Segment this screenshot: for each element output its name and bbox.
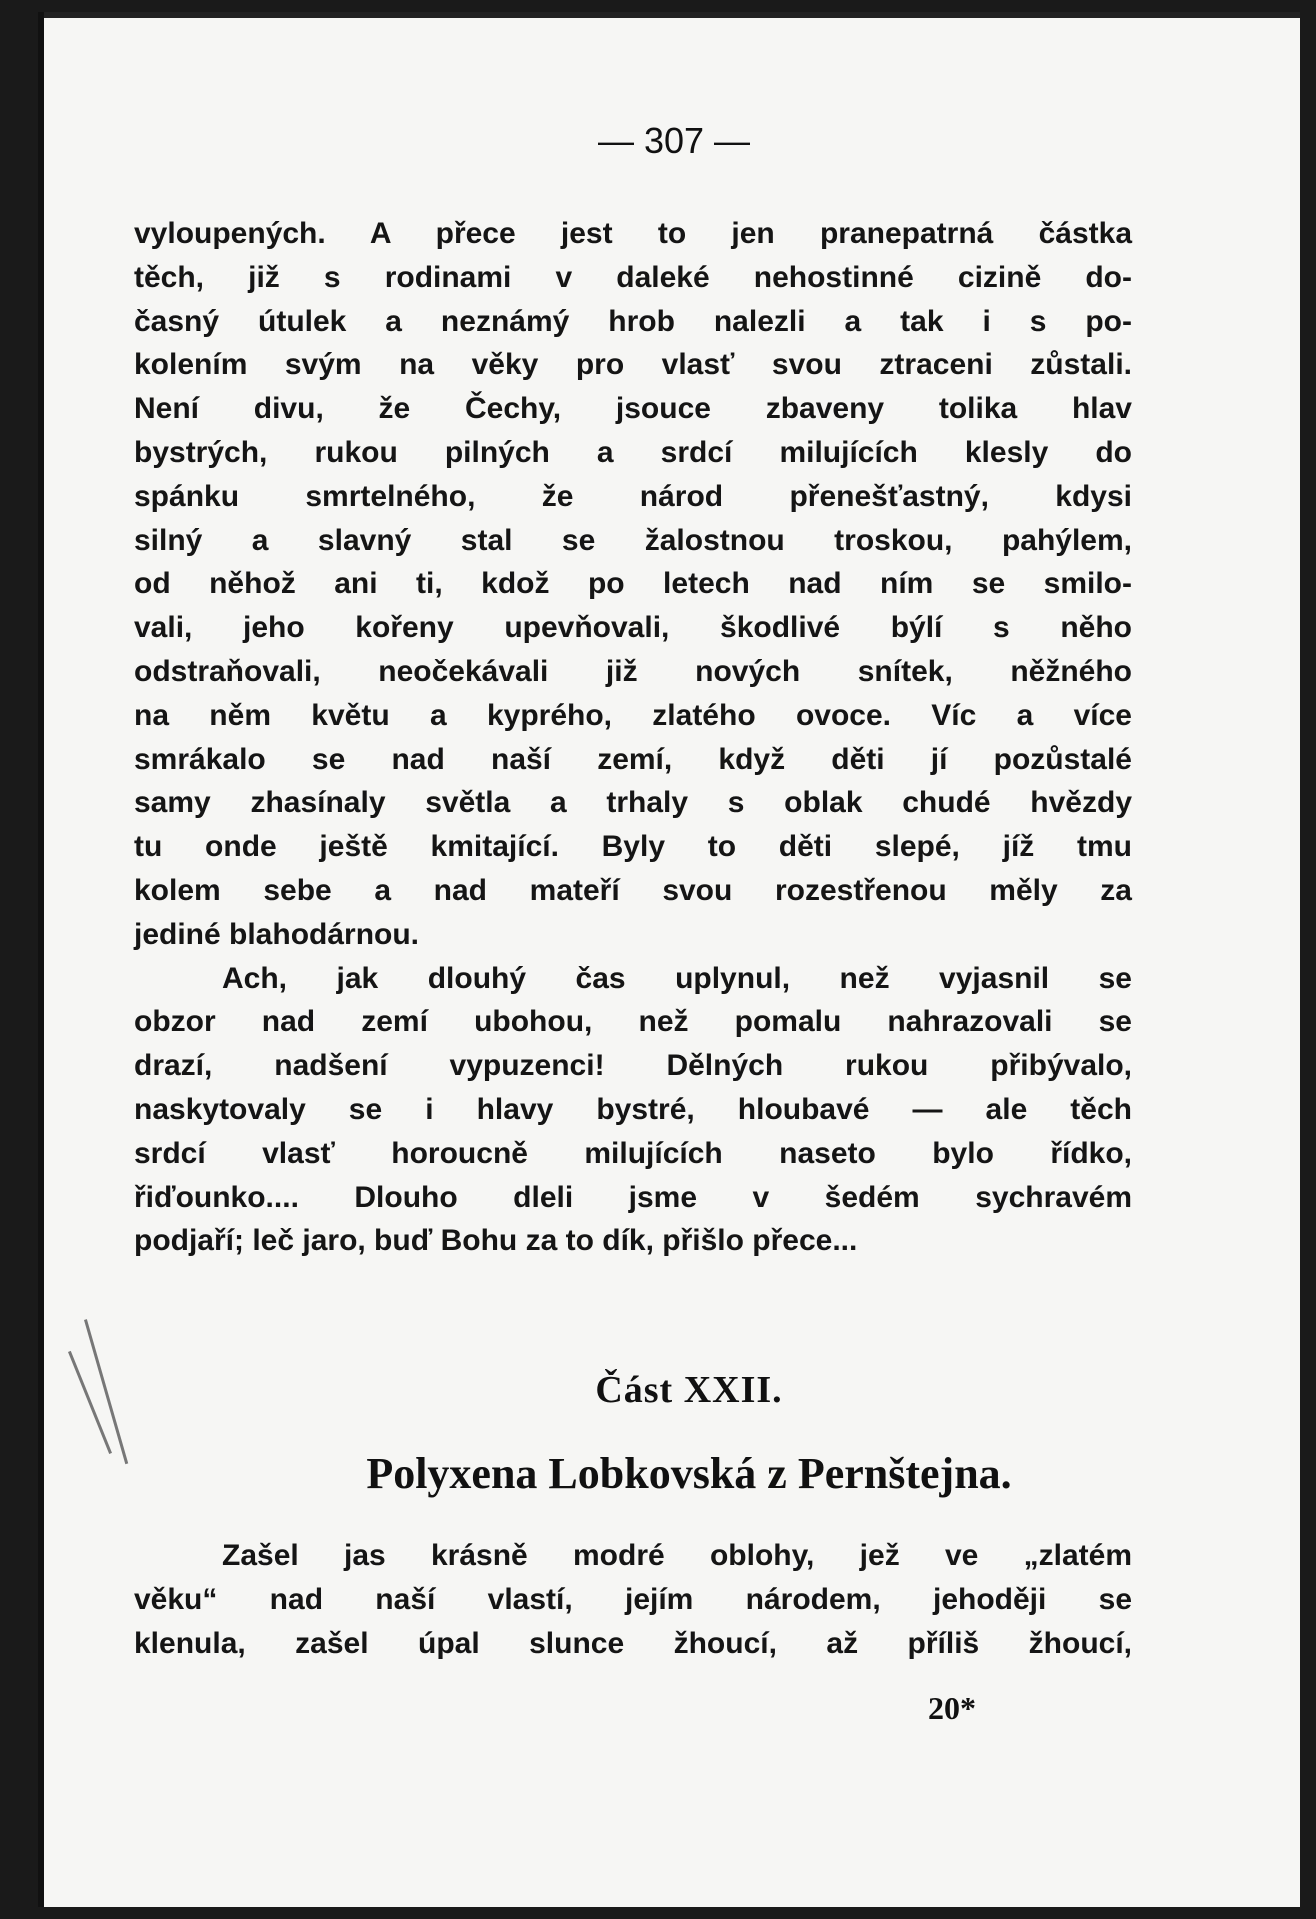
text-line: těch, již s rodinami v daleké nehostinné cizině do- <box>134 260 1132 294</box>
text-line: podjaří; leč jaro, buď Bohu za to dík, přišlo přece... <box>134 1224 858 1258</box>
text-line: silný a slavný stal se žalostnou troskou, pahýlem, <box>134 523 1132 557</box>
text-line: jediné blahodárnou. <box>134 917 420 951</box>
text-line: tu onde ještě kmitající. Byly to děti slepé, jíž tmu <box>134 830 1132 864</box>
page-number: — 307 — <box>597 120 751 161</box>
top-edge <box>38 12 1300 18</box>
body-section-1 <box>134 212 1132 1263</box>
text-line: Není divu, že Čechy, jsouce zbaveny tolika hlav <box>134 392 1132 426</box>
body-section-3 <box>134 1534 1132 1665</box>
text-line: bystrých, rukou pilných a srdcí milujících klesly do <box>134 435 1132 469</box>
text-line: Ach, jak dlouhý čas uplynul, než vyjasnil se <box>222 961 1132 995</box>
text-line: vyloupených. A přece jest to jen pranepatrná částka <box>134 217 1132 250</box>
text-line: vali, jeho kořeny upevňovali, škodlivé býlí s něho <box>134 611 1132 645</box>
text-line: smrákalo se nad naší zemí, když děti jí pozůstalé <box>134 742 1132 776</box>
text-line: kolením svým na věky pro vlasť svou ztraceni zůstali. <box>134 348 1132 382</box>
text-line: srdcí vlasť horoucně milujících naseto bylo řídko, <box>134 1136 1132 1170</box>
text-line: klenula, zašel úpal slunce žhoucí, až příliš žhoucí, <box>134 1626 1132 1660</box>
text-line: časný útulek a neznámý hrob nalezli a tak i s po- <box>134 304 1132 338</box>
text-line: řiďounko.... Dlouho dleli jsme v šedém sychravém <box>134 1180 1132 1214</box>
text-line: kolem sebe a nad mateří svou rozestřenou měly za <box>134 873 1132 907</box>
text-line: odstraňovali, neočekávali již nových snítek, něžného <box>134 654 1132 688</box>
text-line: drazí, nadšení vypuzenci! Dělných rukou přibývalo, <box>134 1049 1132 1083</box>
text-line: naskytovaly se i hlavy bystré, hloubavé — ale těch <box>134 1092 1132 1126</box>
signature-mark: 20* <box>928 1690 976 1726</box>
text-line: od něhož ani ti, kdož po letech nad ním se smilo- <box>134 567 1132 601</box>
text-line: obzor nad zemí ubohou, než pomalu nahrazovali se <box>134 1005 1132 1039</box>
book-page <box>38 12 1300 1907</box>
page-gutter <box>38 12 44 1907</box>
text-line: na něm květu a kyprého, zlatého ovoce. Víc a více <box>134 698 1132 732</box>
chapter-title: Polyxena Lobkovská z Pernštejna. <box>366 1449 1012 1498</box>
text-line: Zašel jas krásně modré oblohy, jež ve „zlatém <box>222 1539 1132 1572</box>
part-heading: Část XXII. <box>595 1369 783 1411</box>
text-line: samy zhasínaly světla a trhaly s oblak chudé hvězdy <box>134 786 1132 820</box>
text-line: spánku smrtelného, že národ přenešťastný, kdysi <box>134 479 1132 513</box>
text-line: věku“ nad naší vlastí, jejím národem, jehoději se <box>134 1582 1132 1616</box>
